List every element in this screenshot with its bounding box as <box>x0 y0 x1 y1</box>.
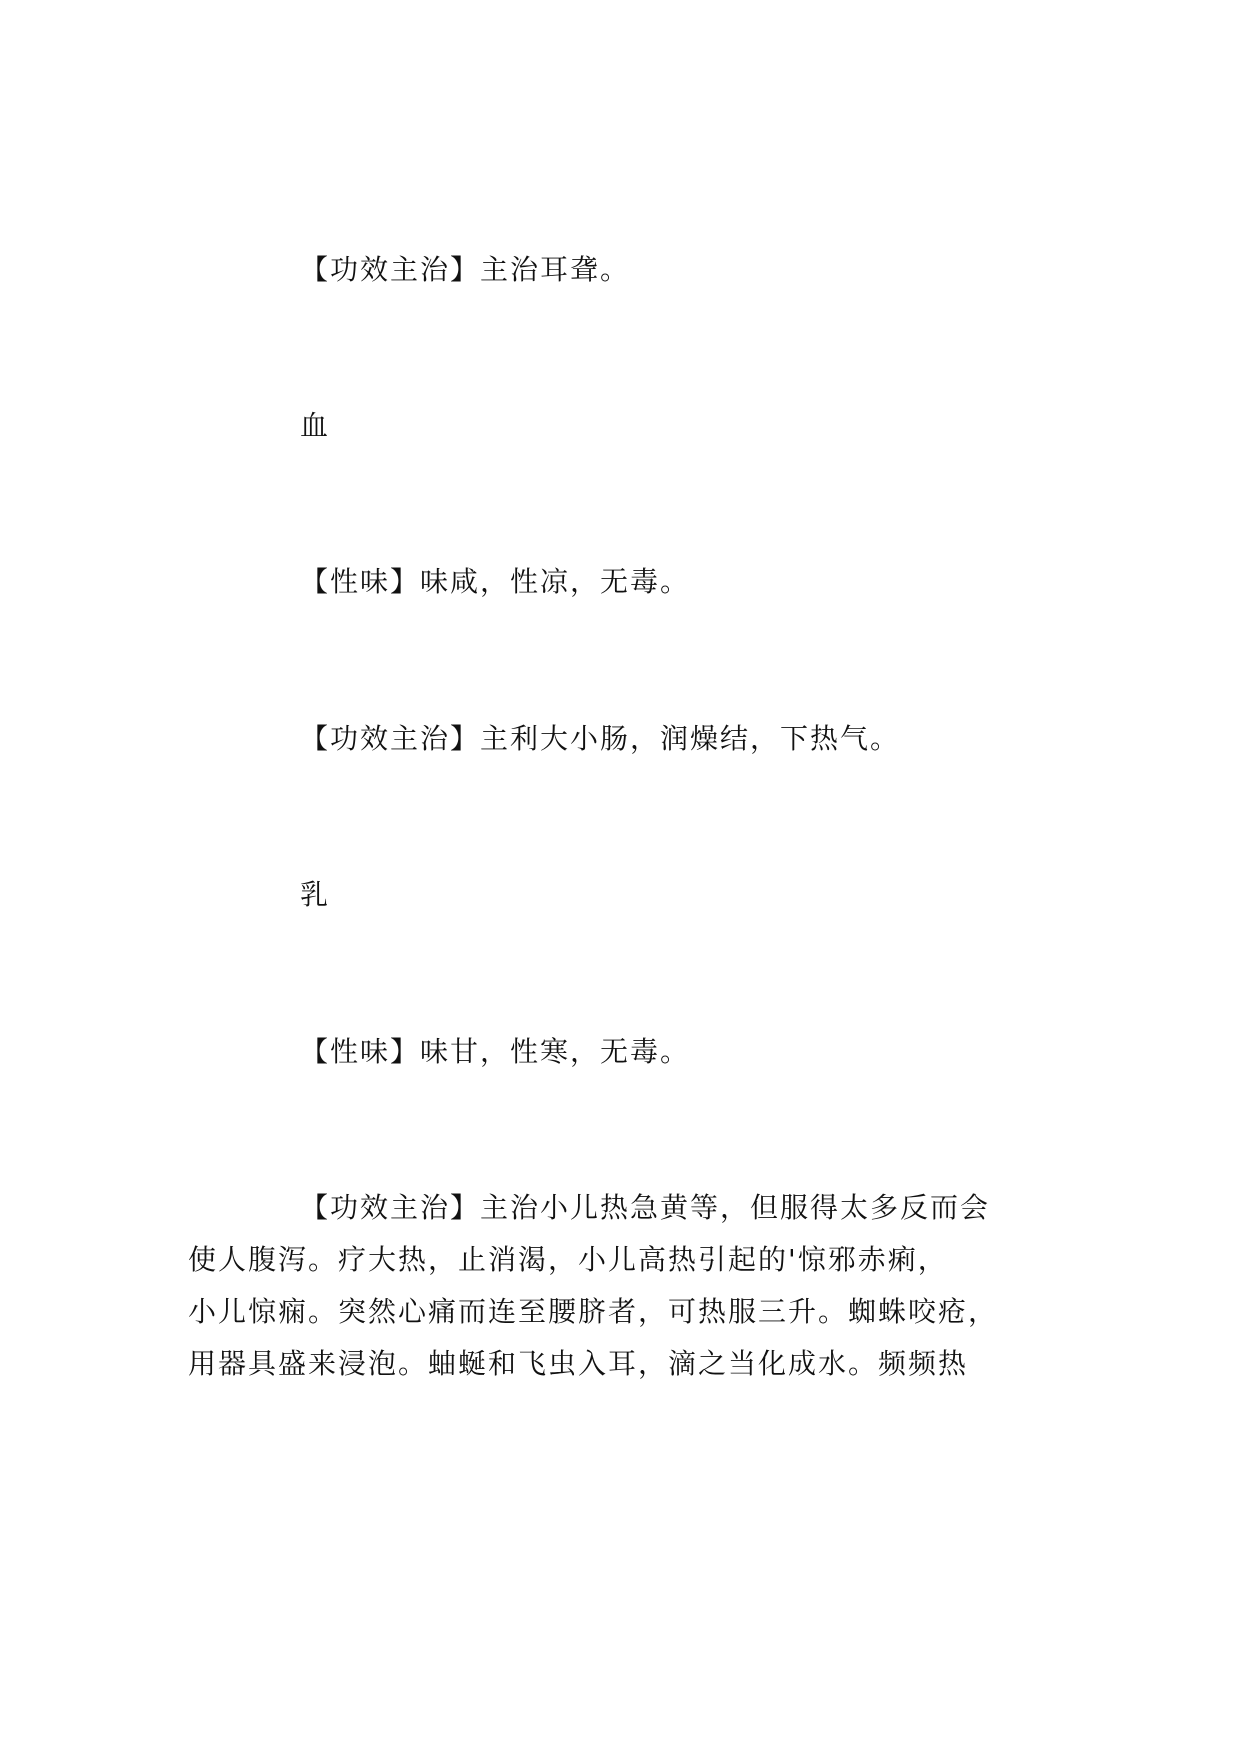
efficacy-text: 主治耳聋。 <box>480 253 631 286</box>
efficacy-label: 【功效主治】 <box>300 722 481 755</box>
efficacy-line-2 <box>300 719 900 759</box>
nature-taste-label: 【性味】 <box>300 565 421 598</box>
paragraph-line-2: 使人腹泻。疗大热，止消渴，小儿高热引起的'惊邪赤痢， <box>188 1243 948 1276</box>
heading-milk <box>300 875 330 915</box>
nature-taste-label: 【性味】 <box>300 1035 421 1068</box>
section-heading: 血 <box>300 409 331 442</box>
efficacy-text: 主利大小肠，润燥结，下热气。 <box>480 722 901 755</box>
nature-taste-line-1 <box>300 562 690 602</box>
nature-taste-text: 味咸，性凉，无毒。 <box>420 565 691 598</box>
nature-taste-text: 味甘，性寒，无毒。 <box>420 1035 691 1068</box>
section-heading: 乳 <box>300 878 331 911</box>
efficacy-line-1 <box>300 250 630 290</box>
paragraph-line-3: 小儿惊痫。突然心痛而连至腰脐者，可热服三升。蜘蛛咬疮， <box>188 1295 999 1328</box>
efficacy-label: 【功效主治】 <box>300 253 481 286</box>
heading-blood <box>300 406 330 446</box>
nature-taste-line-2 <box>300 1032 690 1072</box>
paragraph-line-1: 【功效主治】主治小儿热急黄等，但服得太多反而会 <box>300 1191 991 1224</box>
paragraph-line-4: 用器具盛来浸泡。蚰蜒和飞虫入耳，滴之当化成水。频频热 <box>188 1347 969 1380</box>
